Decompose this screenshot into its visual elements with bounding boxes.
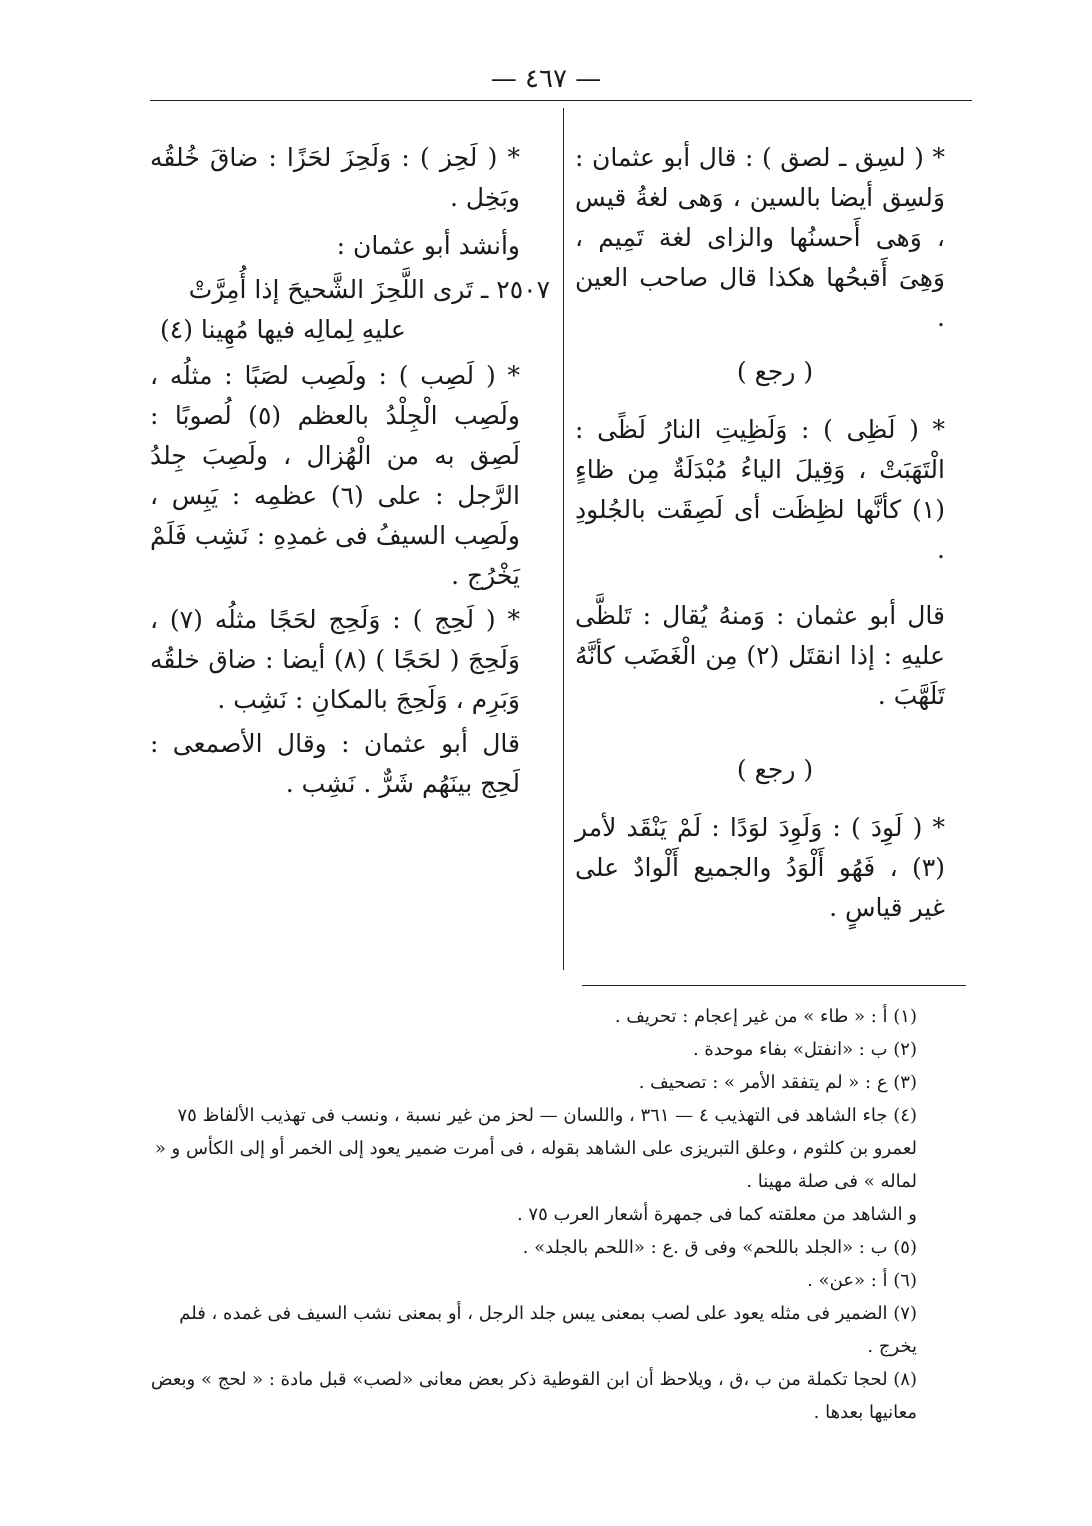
right-column [575,138,975,932]
footnote-5: (٥) ب : «الجلد باللحم» وفى ق .ع : «اللحم بالجلد» . [522,1237,917,1258]
footnote-3: (٣) ع : « لم يتفقد الأمر » : تصحيف . [638,1072,917,1093]
footnote-6: (٦) أ : «عن» . [807,1270,917,1291]
footnotes [150,1000,972,1429]
entry-lasiq: * ( لسِق ـ لصق ) : قال أبو عثمان : وَلسِق أيضا بالسين ، وَهى لغةُ قيس ، وَهى أَحسنُها والزاى لغة تَمِيم ، وَهِىَ أَقبحُها هكذا قال صاحب العين . [575,143,945,332]
footnote-1: (١) أ : « طاء » من غير إعجام : تحريف . [614,1006,917,1027]
footnote-7: (٧) الضمير فى مثله يعود على لصب بمعنى يبس جلد الرجل ، أو بمعنى نشب السيف فى غمده ، فلم يخرج . [179,1303,917,1357]
page-number: — ٤٦٧ — [490,64,602,94]
footnote-4: (٤) جاء الشاهد فى التهذيب ٤ — ٣٦١ ، واللسان — لحز من غير نسبة ، ونسب فى تهذيب الألفاظ ٧٥ لعمرو بن كلثوم ، وعلق التبريزى على الشاهد بقوله ، فى أمرت ضمير يعود إلى الخمر أو إلى الكأس و « لماله » فى صلة مهينا . [154,1105,917,1192]
footnote-4-continued: و الشاهد من معلقته كما فى جمهرة أشعار العرب ٧٥ . [516,1204,917,1225]
verse-second-hemistich: عليهِ لِمالِه فيها مُهِينا (٤) [160,315,406,344]
section-heading-rajaa-1: ( رجع ) [736,357,814,386]
entry-laza: * ( لَظِى ) : وَلَظِيتِ النارُ لَظًى : الْتَهَبَتْ ، وَقِيلَ الياءُ مُبْدَلَةٌ مِن ظاءٍ (١) كأنَّها لظِظَت أى لَصِقَت بالجُلودِ . [575,415,945,564]
anshad-line: وأنشد أبو عثمان : [336,231,520,260]
poetry-verse [150,270,550,350]
header-rule [150,100,972,101]
section-heading-rajaa-2: ( رجع ) [736,755,814,784]
entry-lahij: * ( لَحِج ) : وَلَحِج لحَجًا مثلُه (٧) ، وَلَحِجَ ( لحَجًا ) (٨) أيضا : ضاق خلقُه وَبَرِم ، وَلَحِجَ بالمكانِ : نَشِب . [150,605,520,714]
entry-lawida: * ( لَوِدَ ) : وَلَوِدَ لوَدًا : لَمْ يَنْقَد لأمر (٣) ، فَهُو أَلْوَدُ والجميع أَلْوادٌ على غير قياسٍ . [575,813,945,922]
entry-abu-uthman-quote: قال أبو عثمان : وَمنهُ يُقال : تَلظَّى عليهِ : إذا انقتَل (٢) مِن الْغَضَب كأنَّهُ تَلَهَّبَ . [575,601,945,710]
verse-first-hemistich: ٢٥٠٧ ـ تَرى اللَّحِزَ الشَّحيحَ إذا أُمِرَّتْ [188,275,550,304]
footnote-8: (٨) لحجا تكملة من ب ،ق ، ويلاحظ أن ابن القوطية ذكر بعض معانى «لصب» قبل مادة : « لحج » وبعض معانيها بعدها . [150,1369,917,1423]
left-column [150,138,550,808]
footnote-rule [582,985,966,986]
footnote-2: (٢) ب : «انفتل» بفاء موحدة . [692,1039,917,1060]
column-divider [563,108,564,970]
entry-lasib: * ( لَصِب ) : ولَصِب لصَبًا : مثلُه ، ولَصِب الْجِلْدُ بالعظم (٥) لُصوبًا : لَصِق به من الْهُزال ، ولَصِبَ جِلدُ الرَّجل : على (٦) عظمِه : يَبِس ، ولَصِب السيفُ فى غمدِهِ : نَشِب فَلَمْ يَخْرُج . [150,361,520,590]
entry-lahiz: * ( لَحِز ) : وَلَحِزَ لحَزًا : ضاقَ خُلقُه وبَخِل . [150,143,520,212]
entry-asmai-quote: قال أبو عثمان : وقال الأصمعى : لَحِج بينَهُم شَرٌّ . نَشِب . [150,729,520,798]
